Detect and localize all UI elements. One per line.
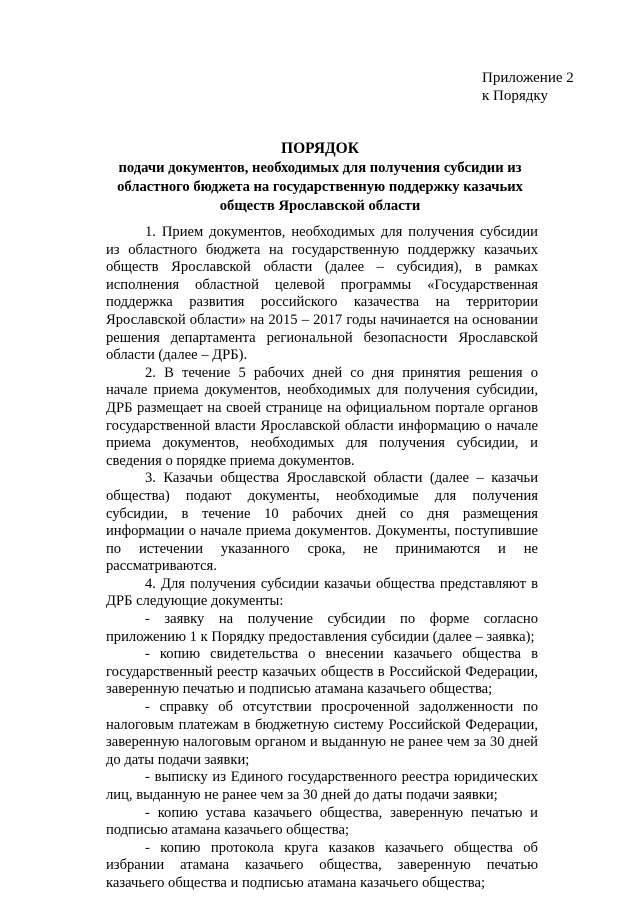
appendix-number: Приложение 2: [482, 70, 574, 86]
paragraph-3: 3. Казачьи общества Ярославской области (далее – казачьи общества) подают документы, необходимые для получения субсидии, в течение 10 рабочих дней со дня размещения информации о начале приема документов. Документы, поступившие по истечении указанного срока, не принимаются и не рассматриваются.: [106, 470, 538, 575]
paragraph-1: 1. Прием документов, необходимых для получения субсидии из областного бюджета на государственную поддержку казачьих обществ Ярославской области (далее – субсидия), в рамках исполнения областной целевой программы «Государственная поддержка развития российского казачества на территории Ярославской области» на 2015 – 2017 годы начинается на основании решения департамента региональной безопасности Ярославской области (далее – ДРБ).: [106, 224, 538, 364]
document-subtitle: подачи документов, необходимых для получения субсидии из областного бюджета на государственную поддержку казачьих обществ Ярославской области: [117, 160, 523, 214]
list-item-application: - заявку на получение субсидии по форме согласно приложению 1 к Порядку предоставления субсидии (далее – заявка);: [106, 611, 538, 645]
list-item-charter-copy: - копию устава казачьего общества, заверенную печатью и подписью атамана казачьего общества;: [106, 804, 538, 839]
list-item-protocol-copy: - копию протокола круга казаков казачьего общества об избрании атамана казачьего общества, заверенную печатью казачьего общества и подписью атамана казачьего общества;: [106, 839, 538, 891]
document-title-block: [105, 139, 535, 216]
list-item-registry-extract: - выписку из Единого государственного реестра юридических лиц, выданную не ранее чем за 30 дней до даты подачи заявки;: [106, 769, 538, 803]
document-body: [106, 224, 538, 893]
list-item-certificate-copy: - копию свидетельства о внесении казачьего общества в государственный реестр казачьих обществ в Российской Федерации, заверенную печатью и подписью атамана казачьего общества;: [106, 646, 538, 698]
list-item-tax-certificate: - справку об отсутствии просроченной задолженности по налоговым платежам в бюджетную систему Российской Федерации, заверенную налоговым органом и выданную не ранее чем за 30 дней до даты подачи заявки;: [106, 699, 538, 768]
paragraph-2: 2. В течение 5 рабочих дней со дня принятия решения о начале приема документов, необходимых для получения субсидии, ДРБ размещает на своей странице на официальном портале органов государственной власти Ярославской области информацию о начале приема документов, необходимых для получения субсидии, и сведения о порядке приема документов.: [106, 364, 538, 469]
appendix-reference: [482, 69, 574, 105]
appendix-procedure-ref: к Порядку: [482, 88, 548, 104]
document-title: ПОРЯДОК: [281, 140, 359, 157]
paragraph-4: 4. Для получения субсидии казачьи общества представляют в ДРБ следующие документы:: [106, 575, 538, 610]
